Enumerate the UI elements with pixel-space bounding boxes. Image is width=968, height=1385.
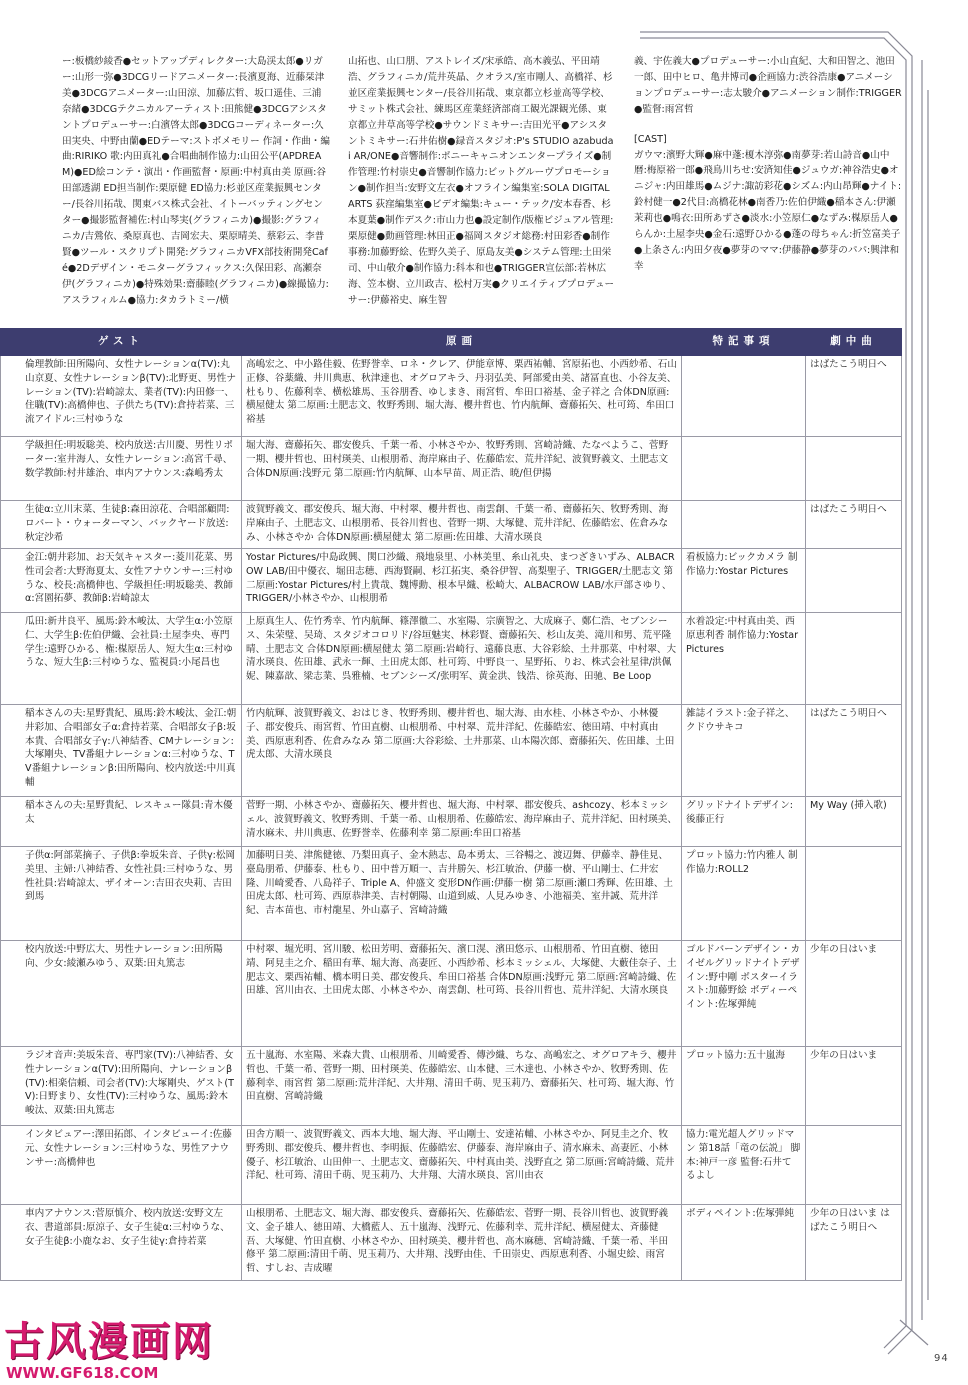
- genga-cell: 波賀野義文、郡安俊兵、堀大海、中村翠、櫻井哲也、南雲創、千葉一希、齋藤拓矢、牧野秀則、海岸麻由子、土肥志文、山根朋希、長谷川哲也、菅野一期、大塚健、荒井洋紀、佐藤皓宏、佐倉みなみ、小林さやか 合体DN原画:横屋健太 第二原画:佐田雄、大清水瑛良: [242, 501, 682, 549]
- song-cell: [806, 613, 902, 705]
- song-cell: はばたこう明日へ: [806, 356, 902, 437]
- guest-cell: 倫理教師:田所陽向、女性ナレーションα(TV):丸山京夏、女性ナレーションβ(TV):北野更、男性ナレーション(TV):岩崎諒太、業者(TV):内田修一、住職(TV):高橋伸也、子供たち(TV):倉持若菜、三流アイドル:三村ゆうな: [1, 356, 242, 437]
- guest-cell: ラジオ音声:美坂朱音、専門家(TV):八神結香、女性ナレーションα(TV):田所陽向、ナレーションβ(TV):相楽信頼、司会者(TV):大塚剛央、ゲスト(TV):日野まり、女性(TV):三村ゆうな、風馬:鈴木峻汰、双葉:田丸篤志: [1, 1047, 242, 1126]
- header-genga: 原画: [242, 329, 682, 356]
- table-row: [1, 1047, 902, 1126]
- guest-cell: 瓜田:新井良平、風馬:鈴木峻汰、大学生α:小笠原仁、大学生β:佐伯伊織、会社員:土屋李央、専門学生:遠野ひかる、権:楳原岳人、短大生α:三村ゆうな、短大生β:三村ゆうな、監視員:小尾昌也: [1, 613, 242, 705]
- header-notes: 特記事項: [682, 329, 806, 356]
- note-cell: [682, 437, 806, 501]
- guest-cell: 車内アナウンス:菅原慎介、校内放送:安野文左衣、書道部員:原涼子、女子生徒α:三村ゆうな、女子生徒β:小鹿なお、女子生徒γ:倉持若菜: [1, 1205, 242, 1281]
- genga-cell: 田舎方順一、波賀野義文、西本大地、堀大海、平山剛士、安達祐輔、小林さやか、阿見圭之介、牧野秀則、郡安俊兵、櫻井哲也、李明振、佐藤皓宏、伊藤泰、海岸麻由子、清水麻未、高妻匠、小林優子、杉江敏治、山田伸一、土肥志文、齋藤拓矢、中村真由美、浅野直之 第二原画:宮崎詩織、荒井洋紀、杜可筠、清田千萌、児玉莉乃、大井翔、大清水瑛良、宮川由衣: [242, 1126, 682, 1205]
- table-row: [1, 613, 902, 705]
- song-cell: はばたこう明日へ: [806, 501, 902, 549]
- table-row: [1, 847, 902, 941]
- credits-text-2: 山拓也、山口朋、アストレイズ/宋承皓、高木義弘、平田靖浩、グラフィニカ/荒井英晶、クオラス/室市剛人、高橋祥、杉並区産業振興センター/長谷川拓哉、東京都立杉並高等学校、サミット株式会社、練馬区産業経済部商工観光課観光係、東京都立井草高等学校●サウンドミキサー:吉田光平●アシスタントミキサー:石井佑樹●録音スタジオ:P's STUDIO azabudai AR/ONE●音響制作:ポニーキャニオンエンタープライズ●制作管理:竹村崇史●音響制作協力:ビットグルーヴプロモーション●制作担当:安野文左衣●オフライン編集室:SOLA DIGITAL ARTS 荻窪編集室●ビデオ編集:キュー・テック/安本春香、杉本夏葉●制作デスク:市山力也●設定制作/版権ビジュアル管理:栗原健●動画管理:林田正●福岡スタジオ総務:村田彩香●制作事務:加藤野絵、佐野久美子、原島友美●システム管理:土田栄司、中山敬介●制作協力:科本和也●TRIGGER宣伝部:若林広海、笠本樹、立川政吉、松村万実●クリエイティブプロデューサー:伊藤裕史、麻生智: [348, 56, 615, 306]
- table-row: [1, 797, 902, 847]
- song-cell: 少年の日はいま: [806, 941, 902, 1047]
- genga-cell: 山根朋希、土肥志文、堀大海、郡安俊兵、齋藤拓矢、佐藤皓宏、菅野一期、長谷川哲也、波賀野義文、金子雄人、徳田靖、大橋藍人、五十嵐海、浅野元、佐藤利幸、荒井洋紀、横屋健太、斉藤健吾、大塚健、竹田直樹、小林さやか、田村瑛美、櫻井哲也、高木麻穂、宮崎詩織、千葉一希、半田修平 第二原画:清田千萌、児玉莉乃、大井翔、浅野由佳、千田崇史、西原恵利香、小堀史絵、雨宮哲、すしお、吉成曜: [242, 1205, 682, 1281]
- genga-cell: 高嶋宏之、中小路佳毅、佐野誉幸、ロネ・クレア、伊能章博、栗西祐輔、宮原拓也、小西紗希、石山正修、谷薬織、井川典恵、秋津達也、オグロアキラ、丹羽弘美、阿部愛由美、諸冨直也、小谷友美、杜もり、佐藤利幸、横松雄馬、玉谷朋香、ゆしまき、雨宮哲、牟田口裕基、金子祥之 合体DN原画:横屋健太 第二原画:土肥志文、牧野秀則、堀大海、櫻井哲也、竹内航輝、齋藤拓矢、杜可筠、牟田口裕基: [242, 356, 682, 437]
- song-cell: [806, 549, 902, 613]
- site-watermark-url[interactable]: WWW.GF618.COM: [6, 1364, 159, 1382]
- guest-cell: インタビュアー:澤田拓郎、インタビューイ:佐藤元、女性ナレーション:三村ゆうな、男性アナウンサー:高橋伸也: [1, 1126, 242, 1205]
- page-number: 94: [934, 1353, 949, 1364]
- note-cell: [682, 501, 806, 549]
- genga-cell: 堀大海、齋藤拓矢、郡安俊兵、千葉一希、小林さやか、牧野秀則、宮崎詩織、たなべようこ、菅野一期、櫻井哲也、田村瑛美、山根朋希、海岸麻由子、佐藤皓宏、荒井洋紀、波賀野義文、土肥志文 合体DN原画:浅野元 第二原画:竹内航輝、山本早苗、周正浩、暁/但伊揚: [242, 437, 682, 501]
- song-cell: [806, 437, 902, 501]
- note-cell: ゴルドバーンデザイン・カイゼルグリッドナイトデザイン:野中剛 ボスターイラスト:加藤野絵 ボディーペイント:佐塚弾純: [682, 941, 806, 1047]
- genga-cell: 五十嵐海、水室陽、米森大貴、山根朋希、川崎愛香、傳沙織、ちな、高嶋宏之、オグロアキラ、櫻井哲也、千葉一希、菅野一期、田村瑛美、佐藤皓宏、山本健、三木達也、小林さやか、牧野秀則、佐藤利幸、雨宮哲 第二原画:荒井洋紀、大井翔、清田千萌、児玉莉乃、齋藤拓矢、杜可筠、堀大海、竹田直樹、宮崎詩織: [242, 1047, 682, 1126]
- header-song: 劇中曲: [806, 329, 902, 356]
- guest-cell: 金江:朝井彩加、お天気キャスター:菱川花菜、男性司会者:大野海夏太、女性アナウンサー:三村ゆうな、校長:高橋伸也、学級担任:明坂聡美、教師α:宮園拓夢、教師β:岩崎諒太: [1, 549, 242, 613]
- table-row: [1, 501, 902, 549]
- note-cell: 水着設定:中村真由美、西原恵利香 制作協力:Yostar Pictures: [682, 613, 806, 705]
- credits-text-1: ー:板橋紗綾香●セットアップディレクター:大島渓太郎●リガー:山形一弥●3DCGリードアニメーター:長濱夏海、近藤栞津美●3DCGアニメーター:山田涼、加藤広哲、坂口遥佳、三浦奈緒●3DCGテクニカルアーティスト:田熊健●3DCGアシスタントプロデューサー:白濱啓太郎●3DCGコーディネーター:久田実央、中野由蘭●EDテーマ:ストボメモリー 作詞・作曲・編曲:RIRIKO 歌:内田真礼●合唱曲制作協力:山田公平(APDREAM)●ED絵コンテ・演出・作画監督・原画:中村真由美 原画:谷田部透湖 ED担当制作:栗原健 ED協力:杉並区産業振興センター/長谷川拓哉、関東バス株式会社、イトーバッティングセンター●撮影監督補佐:村山琴実(グラフィニカ)●撮影:グラフィニカ/吉鶯依、桑原真也、吉岡宏夫、栗原晴美、蔡彩云、李普賢●ツール・スクリプト開発:グラフィニカVFX部技術開発Café●2Dデザイン・モニターグラフィックス:久保田彩、高瀬奈伊(グラフィニカ)●特殊効果:齋藤睦(グラフィニカ)●線撮協力:アスラフィルム●協力:タカラトミー/横: [62, 56, 330, 306]
- header-guest: ゲスト: [1, 329, 242, 356]
- genga-cell: 加藤明日美、津熊健徳、乃梨田真子、金木熱志、島本勇太、三谷暢之、渡辺舞、伊藤幸、静佳見、臺島朋希、伊藤泰、杜もり、田中普万順一、吉井勝矢、杉江敏治、伊藤一樹、平山剛士、仁井宏隆、川崎愛香、八島祥子、Triple A、仲盛文 変形DN作画:伊藤一樹 第二原画:瀬口秀輝、佐田雄、土田虎太郎、杜可筠、西原恭津美、吉村朝陽、山道到威、人見みゆき、小池福美、室井誠、荒井洋紀、吉本苗也、市村龍星、外山嘉子、宮崎詩織: [242, 847, 682, 941]
- credits-column-2: [348, 54, 616, 309]
- guest-cell: 学級担任:明坂聡美、校内放送:古川慶、男性リポーター:室井海人、女性ナレーション:高宮千尋、数学教師:村井雄治、車内アナウンス:森嶋秀太: [1, 437, 242, 501]
- song-cell: 少年の日はいま: [806, 1047, 902, 1126]
- table-row: [1, 549, 902, 613]
- genga-cell: 上原真生人、佐竹秀幸、竹内航輝、篠澤徹二、水室陽、宗廣智之、大成麻子、鄭仁浩、セブンシース、朱荣璧、吴琦、スタジオコロリド/谷垣魅実、林彩賢、齋藤拓矢、杉山友美、滝川和男、荒平隆晴、土肥志文 合体DN原画:横屋健太 第二原画:岩崎行、遠藤良恵、大谷彩絵、土井那菜、中村翠、大清水瑛良、佐田雄、武永一輝、土田虎太郎、杜可筠、中野良一、星野拓、りお、株式会社星律/洪佩妮、陳嘉歆、梁志業、呉雅楠、セブンシーズ/张明军、黄金洪、钱浩、徐英海、田驰、Be Loop: [242, 613, 682, 705]
- note-cell: プロット協力:五十嵐海: [682, 1047, 806, 1126]
- guest-cell: 稲本さんの夫:星野貴紀、風馬:鈴木峻汰、金江:朝井彩加、合唱部女子α:倉持若菜、合唱部女子β:坂本貴、合唱部女子γ:八神結香、CMナレーション:大塚剛央、TV番組ナレーションα:三村ゆうな、TV番組ナレーションβ:田所陽向、校内放送:中川真輔: [1, 705, 242, 797]
- credits-column-3: [634, 54, 902, 275]
- song-cell: はばたこう明日へ: [806, 705, 902, 797]
- song-cell: 少年の日はいま はばたこう明日へ: [806, 1205, 902, 1281]
- note-cell: グリッドナイトデザイン:後藤正行: [682, 797, 806, 847]
- guest-cell: 子供α:阿部菜摘子、子供β:拳坂朱音、子供γ:松岡美里、主婦:八神結香、女性社員:三村ゆうな、男性社員:岩崎諒太、ザイオーン:吉田衣央莉、吉田到馬: [1, 847, 242, 941]
- genga-cell: 中村翠、堀光明、宮川駿、松田芳明、齋藤拓矢、濱口滉、濱田悠示、山根朋希、竹田直樹、徳田靖、阿見圭之介、稲田有華、堀大海、高妻匠、小西紗希、杉本ミッシェル、大塚健、大藪佳奈子、土肥志文、栗西祐輔、橋本明日美、郡安俊兵、牟田口裕基 合体DN原画:浅野元 第二原画:宮崎詩織、佐田雄、宮川由衣、土田虎太郎、小林さやか、南雲創、杜可筠、長谷川哲也、荒井洋紀、大清水瑛良: [242, 941, 682, 1047]
- note-cell: プロット協力:竹内雅人 制作協力:ROLL2: [682, 847, 806, 941]
- table-row: [1, 705, 902, 797]
- note-cell: [682, 356, 806, 437]
- genga-cell: 竹内航輝、波賀野義文、おはじき、牧野秀則、櫻井哲也、堀大海、由水桂、小林さやか、小林優子、郡安俊兵、雨宮哲、竹田直樹、山根朋希、中村翠、荒井洋紀、佐藤皓宏、徳田靖、中村真由美、西原恵利香、佐倉みなみ 第二原画:大谷彩絵、土井那菜、山本陽次郎、齋藤拓矢、佐田雄、土田虎太郎、大清水瑛良: [242, 705, 682, 797]
- song-cell: My Way (挿入歌): [806, 797, 902, 847]
- song-cell: [806, 847, 902, 941]
- credits-column-1: [62, 54, 330, 309]
- song-cell: [806, 1126, 902, 1205]
- site-watermark-logo: 古风漫画网: [4, 1318, 214, 1365]
- guest-cell: 稲本さんの夫:星野貴紀、レスキュー隊員:青木優太: [1, 797, 242, 847]
- genga-cell: 菅野一期、小林さやか、齋藤拓矢、櫻井哲也、堀大海、中村翠、郡安俊兵、ashcozy、杉本ミッシェル、波賀野義文、牧野秀則、千葉一希、山根朋希、佐藤皓宏、海岸麻由子、荒井洋紀、田村瑛美、清水麻未、井川典恵、佐野誉幸、佐藤利幸 第二原画:牟田口裕基: [242, 797, 682, 847]
- note-cell: 協力:電光超人グリッドマン 第18話「竜の伝説」 脚本:神戸一彦 監督:石井てるよし: [682, 1126, 806, 1205]
- table-row: [1, 437, 902, 501]
- note-cell: 看板協力:ビックカメラ 制作協力:Yostar Pictures: [682, 549, 806, 613]
- table-row: [1, 356, 902, 437]
- table-header-row: [1, 329, 902, 356]
- guest-cell: 生徒α:立川末菜、生徒β:森田涼花、合唱部顧問:ロバート・ウォーターマン、バックヤード放送:秋定沙希: [1, 501, 242, 549]
- note-cell: 雑誌イラスト:金子祥之、クドウサキコ: [682, 705, 806, 797]
- cast-heading: [CAST]: [634, 133, 667, 145]
- genga-cell: Yostar Pictures/中島政興、関口沙織、飛地泉里、小林美里、糸山礼央、まつざきいずみ、ALBACROW LAB/田中優衣、堀田志穂、西海賢嗣、杉江拓実、桑谷伊智、高梨聖子、TRIGGER/土肥志文 第二原画:Yostar Pictures/村上貴哉、魏博勳、根本早織、松崎大、ALBACROW LAB/水戸部さゆり、TRIGGER/小林さやか、山根朋希: [242, 549, 682, 613]
- episode-guest-table: [0, 328, 902, 1281]
- cast-list: ガウマ:濱野大輝●麻中蓬:榎木淳弥●南夢芽:若山詩音●山中暦:梅原裕一郎●飛鳥川ちせ:安済知佳●ジュウガ:神谷浩史●オニジャ:内田雄馬●ムジナ:諏訪彩花●シズム:内山昂輝●ナイト:鈴村健一●2代目:高橋花林●南香乃:佐伯伊織●稲本さん:伊瀬茉莉也●鳴衣:田所あずさ●淡水:小笠原仁●なずみ:楳原岳人●らんか:土屋李央●金石:遠野ひかる●蓬の母ちゃん:折笠富美子●上条さん:内田夕夜●夢芽のママ:伊藤静●夢芽のパパ:興津和幸: [634, 149, 902, 272]
- table-row: [1, 941, 902, 1047]
- credits-text-3: 義、宇佐義大●プロデューサー:小山直紀、大和田智之、池田一郎、田中ヒロ、亀井博司●企画協力:渋谷浩康●アニメーションプロデューサー:志太駿介●アニメーション制作:TRIGGER●監督:雨宮哲: [634, 56, 902, 115]
- note-cell: ボディペイント:佐塚弾純: [682, 1205, 806, 1281]
- guest-cell: 校内放送:中野広大、男性ナレーション:田所陽向、少女:綾瀬みゆう、双葉:田丸篤志: [1, 941, 242, 1047]
- table-row: [1, 1205, 902, 1281]
- table-row: [1, 1126, 902, 1205]
